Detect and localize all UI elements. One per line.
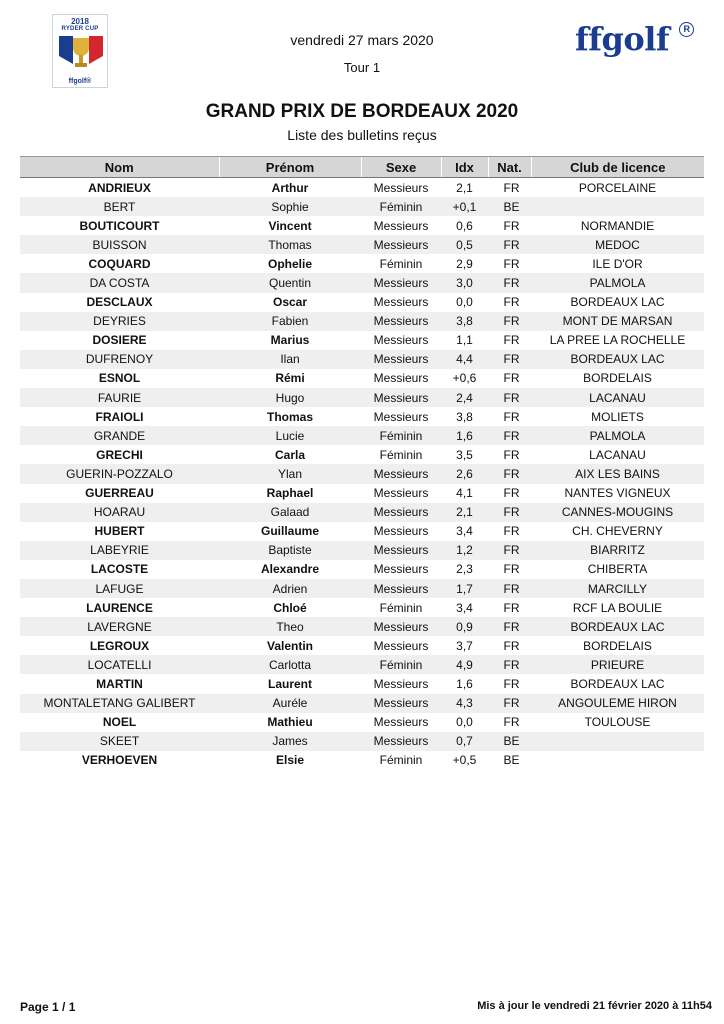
- cell-prenom: James: [219, 732, 361, 751]
- cell-prenom: Arthur: [271, 180, 309, 195]
- table-row: [20, 426, 704, 445]
- cell-nom: COQUARD: [88, 256, 151, 271]
- table-row: [20, 560, 704, 579]
- cell-nom: HUBERT: [94, 524, 145, 539]
- cell-sexe: Messieurs: [373, 333, 429, 348]
- round-label: Tour 1: [343, 60, 381, 75]
- cell-club: BIARRITZ: [531, 541, 704, 560]
- cell-sexe: Messieurs: [373, 371, 429, 386]
- cell-club: BORDEAUX LAC: [570, 295, 665, 310]
- cell-club: MARCILLY: [531, 579, 704, 598]
- cell-idx: +0,6: [452, 371, 477, 386]
- table-row: [20, 350, 704, 369]
- cell-sexe: Féminin: [361, 655, 441, 674]
- cell-sexe: Féminin: [361, 426, 441, 445]
- cell-idx: +0,5: [452, 753, 477, 768]
- page-number: Page 1 / 1: [20, 1000, 76, 1014]
- cell-nat: FR: [488, 388, 531, 407]
- cell-nom: SKEET: [20, 732, 219, 751]
- table-row: [20, 178, 704, 198]
- ryder-cup-logo: [52, 14, 108, 88]
- cell-prenom: Chloé: [273, 600, 307, 615]
- cell-idx: 1,6: [441, 426, 488, 445]
- last-updated: Mis à jour le vendredi 21 février 2020 à 11h54: [477, 1000, 712, 1012]
- cell-nat: FR: [488, 464, 531, 483]
- cell-nom: BUISSON: [20, 235, 219, 254]
- table-row: [20, 254, 704, 273]
- cell-club: BORDEAUX LAC: [570, 676, 665, 691]
- cell-sexe: Messieurs: [361, 235, 441, 254]
- cell-nom: DESCLAUX: [86, 295, 153, 310]
- cell-club: LACANAU: [531, 388, 704, 407]
- cell-club: CH. CHEVERNY: [572, 524, 663, 539]
- table-row: [20, 235, 704, 254]
- cell-idx: 2,6: [441, 464, 488, 483]
- cell-prenom: Baptiste: [219, 541, 361, 560]
- cell-sexe: Féminin: [379, 600, 423, 615]
- cell-club: CHIBERTA: [587, 562, 648, 577]
- cell-sexe: Messieurs: [361, 350, 441, 369]
- table-row: [20, 484, 704, 503]
- cell-nat: FR: [503, 486, 520, 501]
- cell-prenom: Carla: [274, 447, 306, 462]
- cell-idx: 3,0: [441, 273, 488, 292]
- cell-nat: FR: [503, 447, 520, 462]
- table-row: [20, 522, 704, 541]
- cell-club: BORDELAIS: [583, 638, 652, 653]
- cell-sexe: Messieurs: [361, 541, 441, 560]
- cell-nat: FR: [503, 409, 520, 424]
- cell-prenom: Galaad: [219, 503, 361, 522]
- cell-sexe: Féminin: [379, 753, 423, 768]
- cell-club: PORCELAINE: [578, 180, 657, 195]
- cell-nat: BE: [488, 197, 531, 216]
- cell-idx: 3,8: [456, 409, 473, 424]
- cell-nat: BE: [488, 732, 531, 751]
- cell-nom: LACOSTE: [90, 562, 149, 577]
- cell-prenom: Valentin: [266, 638, 313, 653]
- cell-club: [531, 732, 704, 751]
- cell-nat: FR: [503, 562, 520, 577]
- cell-idx: 2,3: [456, 562, 473, 577]
- cell-sexe: Féminin: [361, 197, 441, 216]
- cell-prenom: Raphael: [266, 486, 314, 501]
- cell-nom: ESNOL: [98, 371, 141, 386]
- column-header-club: Club de licence: [531, 157, 704, 178]
- cell-prenom: Marius: [270, 333, 310, 348]
- cell-sexe: Messieurs: [373, 715, 429, 730]
- table-row: [20, 598, 704, 617]
- cell-sexe: Messieurs: [373, 486, 429, 501]
- cell-nat: FR: [503, 256, 520, 271]
- cell-club: TOULOUSE: [584, 715, 651, 730]
- cell-club: NANTES VIGNEUX: [564, 486, 671, 501]
- cell-club: CANNES-MOUGINS: [531, 503, 704, 522]
- cell-nat: FR: [503, 180, 520, 195]
- column-header-nom: Nom: [20, 157, 219, 178]
- table-row: [20, 713, 704, 732]
- cell-nom: BOUTICOURT: [79, 218, 160, 233]
- cell-nom: LAFUGE: [20, 579, 219, 598]
- cell-nom: DUFRENOY: [20, 350, 219, 369]
- cell-prenom: Sophie: [219, 197, 361, 216]
- cell-idx: 2,1: [441, 503, 488, 522]
- cell-prenom: Ophelie: [267, 256, 312, 271]
- cell-idx: 2,4: [441, 388, 488, 407]
- cell-club: MEDOC: [531, 235, 704, 254]
- cell-idx: 0,0: [456, 295, 473, 310]
- cell-nat: FR: [488, 579, 531, 598]
- cell-prenom: Theo: [219, 617, 361, 636]
- cell-sexe: Messieurs: [361, 694, 441, 713]
- cell-club: [531, 751, 704, 770]
- cell-nom: GUERIN-POZZALO: [20, 464, 219, 483]
- cell-nat: FR: [488, 617, 531, 636]
- table-row: [20, 751, 704, 770]
- cell-nom: LAVERGNE: [20, 617, 219, 636]
- cell-nom: LEGROUX: [89, 638, 150, 653]
- cell-club: ANGOULEME HIRON: [531, 694, 704, 713]
- cell-prenom: Oscar: [272, 295, 308, 310]
- cell-nat: FR: [488, 503, 531, 522]
- cell-nom: NOEL: [102, 715, 137, 730]
- cell-idx: 2,1: [456, 180, 473, 195]
- cell-idx: 1,7: [441, 579, 488, 598]
- page-title: GRAND PRIX DE BORDEAUX 2020: [205, 101, 519, 122]
- cell-nom: GUERREAU: [85, 486, 154, 501]
- column-header-nat: Nat.: [488, 157, 531, 178]
- cell-sexe: Messieurs: [373, 218, 429, 233]
- logo-event: RYDER CUP: [61, 26, 99, 32]
- cell-club: ILE D'OR: [592, 256, 643, 271]
- cell-idx: 3,4: [456, 524, 473, 539]
- page-subtitle: Liste des bulletins reçus: [287, 127, 437, 143]
- cell-nat: FR: [488, 655, 531, 674]
- cell-club: PALMOLA: [531, 426, 704, 445]
- cell-idx: 4,1: [456, 486, 473, 501]
- cell-nom: FRAIOLI: [95, 409, 144, 424]
- cell-nat: FR: [488, 312, 531, 331]
- ffgolf-logo: [575, 20, 690, 58]
- cell-nom: DEYRIES: [20, 312, 219, 331]
- cell-nom: ANDRIEUX: [88, 180, 151, 195]
- cell-idx: 0,5: [441, 235, 488, 254]
- cell-nat: FR: [488, 694, 531, 713]
- column-header-idx: Idx: [441, 157, 488, 178]
- cell-nat: BE: [503, 753, 520, 768]
- cell-nat: FR: [503, 638, 520, 653]
- cell-nom: BERT: [20, 197, 219, 216]
- cell-prenom: Vincent: [268, 218, 312, 233]
- cell-sexe: Messieurs: [361, 503, 441, 522]
- cell-prenom: Quentin: [219, 273, 361, 292]
- cell-idx: 3,4: [456, 600, 473, 615]
- cell-idx: 1,2: [441, 541, 488, 560]
- cell-idx: 3,7: [456, 638, 473, 653]
- cell-nat: FR: [503, 715, 520, 730]
- table-row: [20, 407, 704, 426]
- cell-nat: FR: [503, 676, 520, 691]
- cell-prenom: Hugo: [219, 388, 361, 407]
- cell-prenom: Alexandre: [260, 562, 320, 577]
- cell-nat: FR: [488, 235, 531, 254]
- cell-prenom: Lucie: [219, 426, 361, 445]
- column-header-prenom: Prénom: [219, 157, 361, 178]
- cell-idx: 4,3: [441, 694, 488, 713]
- table-row: [20, 312, 704, 331]
- cell-club: MONT DE MARSAN: [531, 312, 704, 331]
- cell-prenom: Thomas: [219, 235, 361, 254]
- cell-sexe: Féminin: [379, 256, 423, 271]
- cell-prenom: Ylan: [219, 464, 361, 483]
- cell-sexe: Messieurs: [373, 524, 429, 539]
- cell-club: PRIEURE: [531, 655, 704, 674]
- cell-club: LA PREE LA ROCHELLE: [549, 333, 686, 348]
- cell-prenom: Rémi: [275, 371, 305, 386]
- cell-club: BORDEAUX LAC: [531, 617, 704, 636]
- table-row: [20, 464, 704, 483]
- cell-club: [531, 197, 704, 216]
- table-row: [20, 732, 704, 751]
- table-row: [20, 617, 704, 636]
- registered-icon: R: [679, 22, 694, 37]
- table-row: [20, 369, 704, 388]
- cell-nom: MARTIN: [96, 676, 143, 691]
- cell-nat: FR: [503, 333, 520, 348]
- cell-nat: FR: [503, 218, 520, 233]
- cell-idx: 4,9: [441, 655, 488, 674]
- ffgolf-wordmark: ffgolf: [575, 20, 670, 58]
- cell-nat: FR: [503, 600, 520, 615]
- cell-sexe: Messieurs: [361, 617, 441, 636]
- document-date: vendredi 27 mars 2020: [290, 32, 434, 48]
- table-row: [20, 636, 704, 655]
- cell-nom: LAURENCE: [86, 600, 153, 615]
- cell-club: RCF LA BOULIE: [572, 600, 663, 615]
- cell-nat: FR: [488, 350, 531, 369]
- cell-sexe: Messieurs: [373, 638, 429, 653]
- cell-idx: +0,1: [441, 197, 488, 216]
- table-row: [20, 503, 704, 522]
- cell-sexe: Messieurs: [373, 562, 429, 577]
- cell-idx: 1,1: [456, 333, 473, 348]
- cell-sexe: Messieurs: [361, 388, 441, 407]
- cell-sexe: Messieurs: [361, 579, 441, 598]
- table-body: [20, 178, 704, 770]
- cell-idx: 0,7: [441, 732, 488, 751]
- table-row: [20, 655, 704, 674]
- cell-sexe: Messieurs: [373, 295, 429, 310]
- cell-sexe: Messieurs: [361, 312, 441, 331]
- logo-year: 2018: [71, 17, 89, 26]
- cell-prenom: Ilan: [219, 350, 361, 369]
- table-row: [20, 273, 704, 292]
- cell-idx: 3,8: [441, 312, 488, 331]
- cell-club: MOLIETS: [591, 409, 644, 424]
- cell-nom: LABEYRIE: [20, 541, 219, 560]
- cell-prenom: Guillaume: [260, 524, 319, 539]
- cell-nom: GRANDE: [20, 426, 219, 445]
- table-row: [20, 579, 704, 598]
- cell-idx: 2,9: [456, 256, 473, 271]
- cell-prenom: Carlotta: [219, 655, 361, 674]
- players-table: [20, 156, 704, 770]
- cell-nom: FAURIE: [20, 388, 219, 407]
- cell-idx: 0,9: [441, 617, 488, 636]
- cell-sexe: Messieurs: [361, 273, 441, 292]
- cell-sexe: Messieurs: [361, 464, 441, 483]
- table-row: [20, 331, 704, 350]
- table-row: [20, 216, 704, 235]
- cell-prenom: Fabien: [219, 312, 361, 331]
- cell-idx: 4,4: [441, 350, 488, 369]
- cell-prenom: Adrien: [219, 579, 361, 598]
- table-row: [20, 293, 704, 312]
- cell-idx: 3,5: [456, 447, 473, 462]
- cell-club: LACANAU: [589, 447, 646, 462]
- cell-sexe: Messieurs: [373, 409, 429, 424]
- cell-club: BORDELAIS: [583, 371, 652, 386]
- cell-prenom: Auréle: [219, 694, 361, 713]
- cell-nat: FR: [503, 524, 520, 539]
- cell-nom: MONTALETANG GALIBERT: [20, 694, 219, 713]
- cell-nom: VERHOEVEN: [81, 753, 158, 768]
- table-header-row: [20, 157, 704, 178]
- cell-club: AIX LES BAINS: [531, 464, 704, 483]
- table-row: [20, 541, 704, 560]
- cell-nom: LOCATELLI: [20, 655, 219, 674]
- cell-nom: DA COSTA: [20, 273, 219, 292]
- table-row: [20, 445, 704, 464]
- cell-nat: FR: [488, 541, 531, 560]
- cell-nat: FR: [488, 426, 531, 445]
- cell-nom: DOSIERE: [92, 333, 147, 348]
- cell-club: PALMOLA: [531, 273, 704, 292]
- cell-nom: GRECHI: [96, 447, 143, 462]
- cell-idx: 1,6: [456, 676, 473, 691]
- table-row: [20, 388, 704, 407]
- cell-sexe: Messieurs: [361, 732, 441, 751]
- table-row: [20, 197, 704, 216]
- cell-prenom: Thomas: [266, 409, 313, 424]
- cell-prenom: Laurent: [267, 676, 312, 691]
- table-row: [20, 674, 704, 693]
- cell-club: NORMANDIE: [580, 218, 655, 233]
- cell-nom: HOARAU: [20, 503, 219, 522]
- cell-nat: FR: [488, 273, 531, 292]
- logo-brand: ffgolf®: [68, 78, 92, 85]
- cell-prenom: Elsie: [275, 753, 305, 768]
- cell-nat: FR: [503, 371, 520, 386]
- cell-sexe: Messieurs: [373, 180, 429, 195]
- cell-sexe: Féminin: [379, 447, 423, 462]
- table-row: [20, 694, 704, 713]
- cell-sexe: Messieurs: [373, 676, 429, 691]
- cell-idx: 0,6: [456, 218, 473, 233]
- cell-idx: 0,0: [456, 715, 473, 730]
- cell-nat: FR: [503, 295, 520, 310]
- column-header-sexe: Sexe: [361, 157, 441, 178]
- cell-club: BORDEAUX LAC: [531, 350, 704, 369]
- cell-prenom: Mathieu: [267, 715, 313, 730]
